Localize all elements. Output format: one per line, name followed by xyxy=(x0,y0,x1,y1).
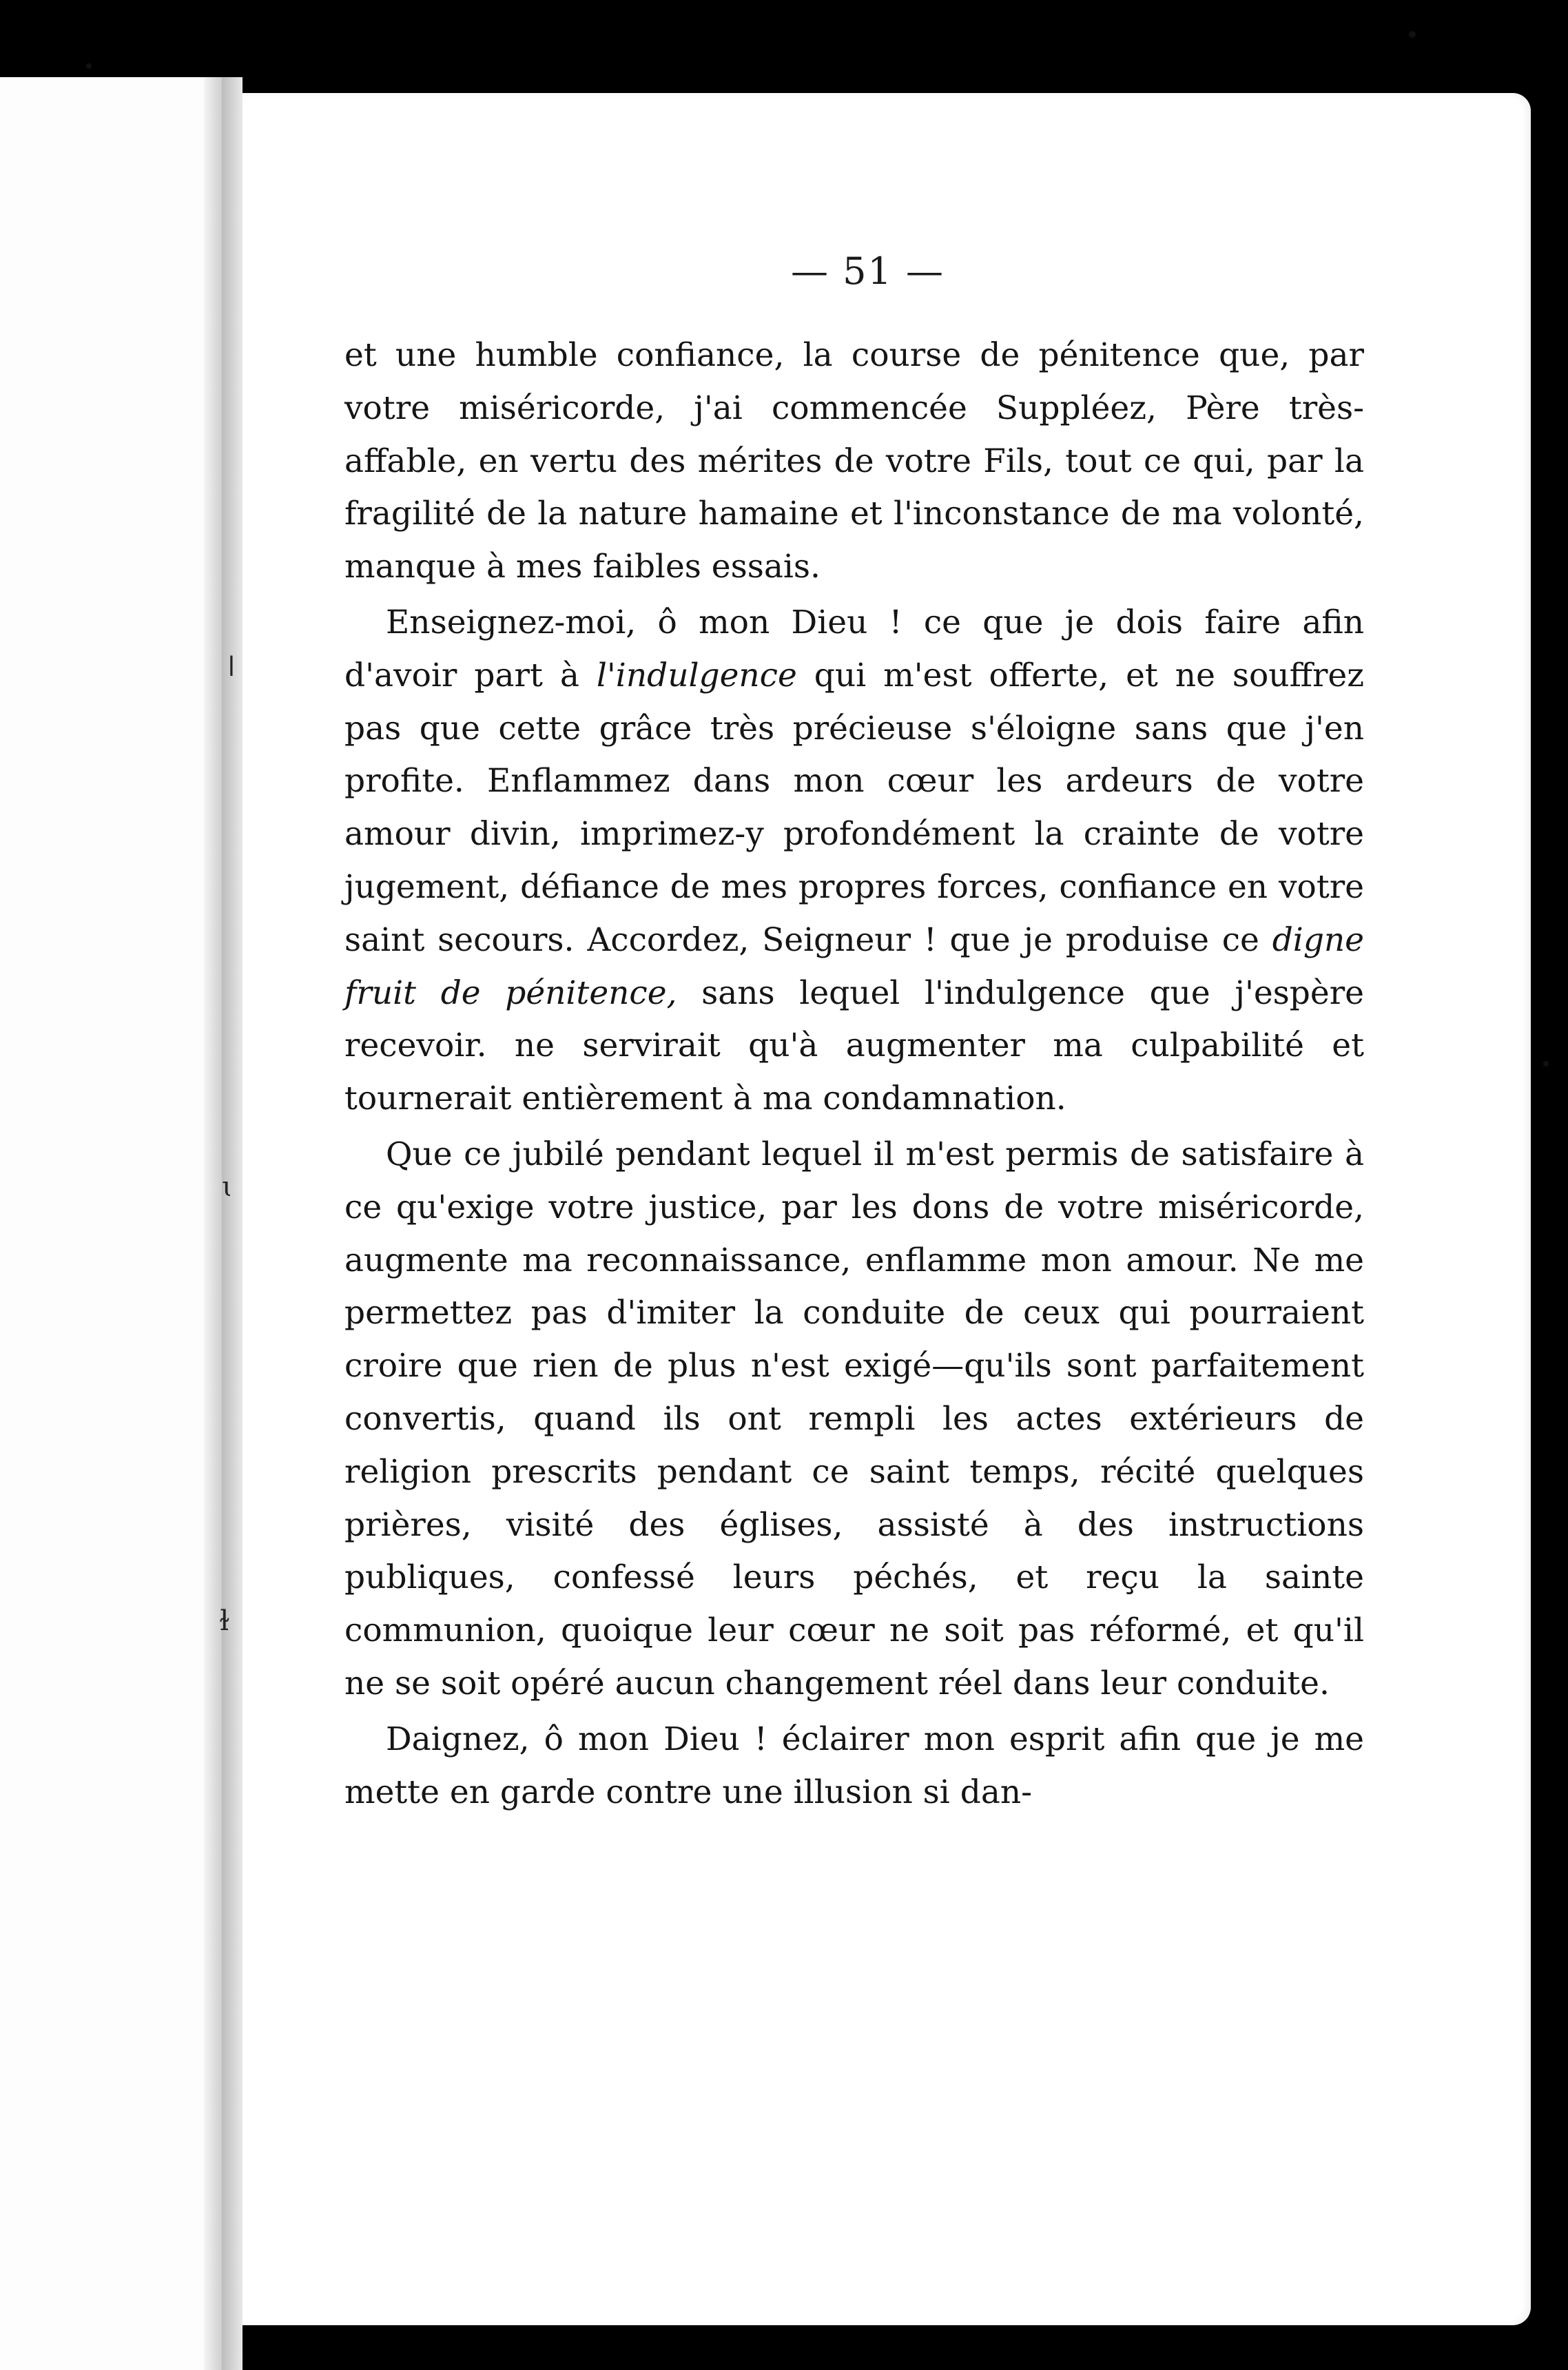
scan-speck xyxy=(1409,31,1416,38)
paragraph-3: Que ce jubilé pendant lequel il m'est permis de satisfaire à ce qu'exige votre justice, par les dons de votre miséricorde, augmente ma reconnaissance, enflamme mon amour. Ne me permettez pas d'imiter la conduite de ceux qui pourraient croire que rien de plus n'est exigé—qu'ils sont parfaitement convertis, quand ils ont rempli les actes extérieurs de religion prescrits pendant ce saint temps, récité quelques prières, visité des églises, assisté à des instructions publiques, confessé leurs péchés, et reçu la sainte communion, quoique leur cœur ne soit pas réformé, et qu'il ne se soit opéré aucun changement réel dans leur conduite. xyxy=(344,1135,1364,1702)
margin-mark-3: ɫ xyxy=(219,1605,230,1637)
previous-page-text xyxy=(0,77,222,2370)
margin-mark-2: ɩ xyxy=(222,1171,233,1203)
paragraph-2-text-b: qui m'est offerte, et ne souffrez pas que cette grâce très précieuse s'éloigne sans que j'en profite. Enflammez dans mon cœur les ardeurs de votre amour divin, imprimez-y profondément la crainte de votre jugement, défiance de mes propres forces, confiance en votre saint secours. Accordez, Seigneur ! que je produise ce xyxy=(344,656,1365,959)
scan-speck xyxy=(86,63,92,69)
margin-mark-1: ǀ xyxy=(227,651,236,683)
book-gutter xyxy=(222,77,243,2370)
paragraph-2 xyxy=(344,597,1364,1126)
paragraph-2-text-c: sans lequel l'indulgence que j'espère recevoir. ne servirait qu'à augmenter ma culpabilité et tournerait entièrement à ma condamnation. xyxy=(344,973,1364,1118)
paragraph-2-text-a: Enseignez-moi, ô mon Dieu ! ce que je dois faire afin d'avoir part à xyxy=(344,603,1364,694)
paragraph-1: et une humble confiance, la course de pénitence que, par votre miséricorde, j'ai commencée Suppléez, Père très-affable, en vertu des mérites de votre Fils, tout ce qui, par la fragilité de la nature hamaine et l'inconstance de ma volonté, manque à mes faibles essais. xyxy=(344,336,1364,586)
previous-page-fragment xyxy=(0,77,222,2370)
page-edge-shadow xyxy=(204,77,222,2370)
paragraph-4: Daignez, ô mon Dieu ! éclairer mon esprit afin que je me mette en garde contre une illusion si dan- xyxy=(344,1720,1364,1811)
page-body xyxy=(344,329,1364,1819)
paragraph-2-italic-fruit: digne fruit de pénitence, xyxy=(344,920,1364,1012)
paragraph-2-italic-indulgence: l'indulgence xyxy=(596,656,797,694)
page-number: — 51 — xyxy=(791,249,945,293)
scan-speck xyxy=(1543,1061,1549,1066)
